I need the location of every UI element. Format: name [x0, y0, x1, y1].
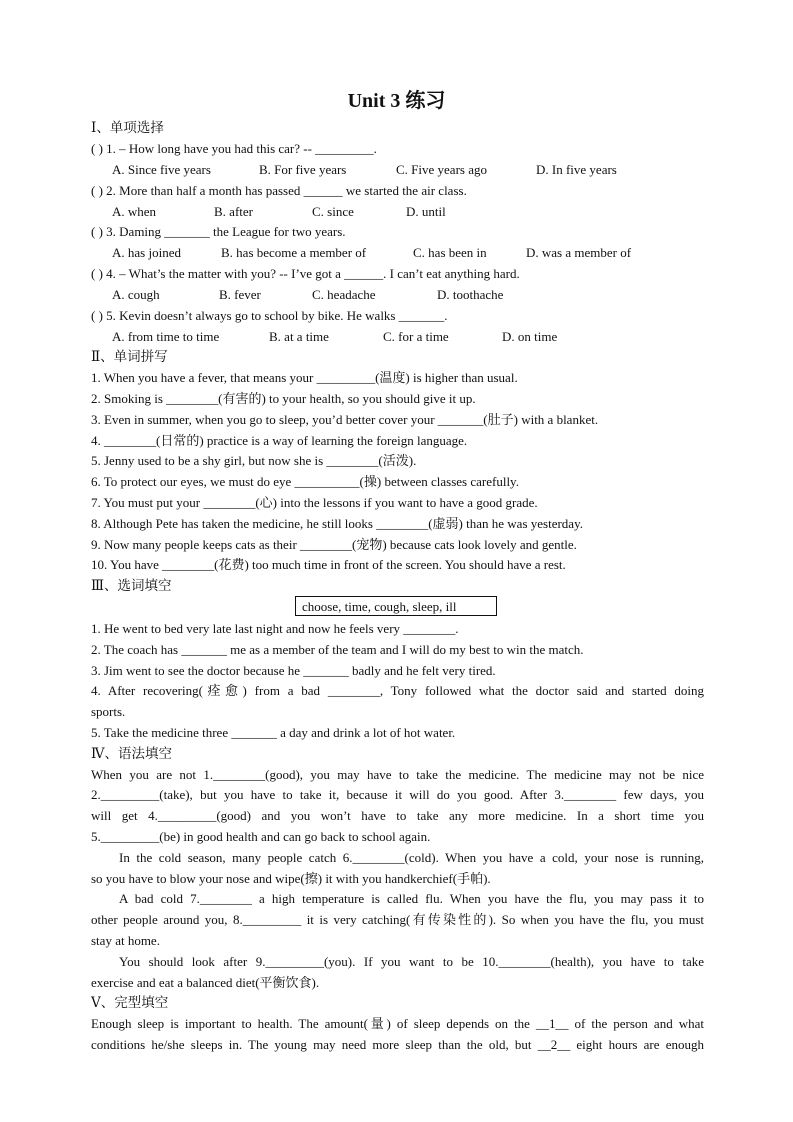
grammar-line-5: In the cold season, many people catch 6.________(cold). When you have a cold, your nose is running,: [119, 850, 704, 865]
spelling-item-6: 6. To protect our eyes, we must do eye __________(操) between classes carefully.: [91, 474, 519, 489]
q2-option-b: B. after: [214, 204, 253, 219]
q4-option-a: A. cough: [112, 287, 160, 302]
fill-item-5: 5. Take the medicine three _______ a day and drink a lot of hot water.: [91, 725, 456, 740]
grammar-line-8: other people around you, 8._________ it is very catching(有传染性的). So when you have the flu, you must: [91, 912, 704, 927]
section-1-heading: Ⅰ、单项选择: [91, 120, 164, 135]
q3-option-a: A. has joined: [112, 245, 181, 260]
q3-option-b: B. has become a member of: [221, 245, 367, 260]
grammar-line-11: exercise and eat a balanced diet(平衡饮食).: [91, 975, 320, 990]
q1-option-d: D. In five years: [536, 162, 617, 177]
grammar-line-2: 2._________(take), but you have to take it, because it will do you good. After 3.________ few days, you: [91, 787, 704, 802]
fill-item-4-continued: sports.: [91, 704, 126, 719]
fill-item-4: 4. After recovering(痊愈) from a bad ________, Tony followed what the doctor said and started doing: [91, 683, 704, 698]
grammar-line-4: 5._________(be) in good health and can go back to school again.: [91, 829, 431, 844]
q2-stem: ( ) 2. More than half a month has passed ______ we started the air class.: [91, 183, 467, 198]
fill-item-3: 3. Jim went to see the doctor because he _______ badly and he felt very tired.: [91, 663, 496, 678]
q5-option-a: A. from time to time: [112, 329, 220, 344]
q5-stem: ( ) 5. Kevin doesn’t always go to school by bike. He walks _______.: [91, 308, 448, 323]
grammar-line-1: When you are not 1.________(good), you may have to take the medicine. The medicine may not be nice: [91, 767, 704, 782]
spelling-item-8: 8. Although Pete has taken the medicine, he still looks ________(虚弱) than he was yesterday.: [91, 516, 583, 531]
fill-item-2: 2. The coach has _______ me as a member of the team and I will do my best to win the match.: [91, 642, 584, 657]
q4-stem: ( ) 4. – What’s the matter with you? -- I’ve got a ______. I can’t eat anything hard.: [91, 266, 520, 281]
grammar-line-10: You should look after 9._________(you). If you want to be 10.________(health), you have to take: [119, 954, 704, 969]
q3-stem: ( ) 3. Daming _______ the League for two years.: [91, 224, 346, 239]
q4-option-d: D. toothache: [437, 287, 504, 302]
spelling-item-2: 2. Smoking is ________(有害的) to your health, so you should give it up.: [91, 391, 476, 406]
q2-option-d: D. until: [406, 204, 446, 219]
spelling-item-7: 7. You must put your ________(心) into the lessons if you want to have a good grade.: [91, 495, 538, 510]
q1-stem: ( ) 1. – How long have you had this car? -- _________.: [91, 141, 377, 156]
q3-option-d: D. was a member of: [526, 245, 632, 260]
spelling-item-10: 10. You have ________(花费) too much time in front of the screen. You should have a rest.: [91, 557, 566, 572]
spelling-item-4: 4. ________(日常的) practice is a way of learning the foreign language.: [91, 433, 468, 448]
spelling-item-3: 3. Even in summer, when you go to sleep, you’d better cover your _______(肚子) with a blanket.: [91, 412, 599, 427]
fill-item-1: 1. He went to bed very late last night and now he feels very ________.: [91, 621, 459, 636]
q5-option-d: D. on time: [502, 329, 558, 344]
page-title: Unit 3 练习: [347, 90, 446, 112]
word-box: choose, time, cough, sleep, ill: [295, 596, 497, 616]
section-4-heading: Ⅳ、语法填空: [91, 746, 172, 761]
q1-option-b: B. For five years: [259, 162, 347, 177]
grammar-line-3: will get 4._________(good) and you won’t have to take any more medicine. In a short time you: [91, 808, 704, 823]
grammar-line-9: stay at home.: [91, 933, 160, 948]
cloze-line-1: Enough sleep is important to health. The amount(量) of sleep depends on the __1__ of the person and what: [91, 1016, 704, 1031]
q1-option-a: A. Since five years: [112, 162, 211, 177]
spelling-item-5: 5. Jenny used to be a shy girl, but now she is ________(活泼).: [91, 453, 417, 468]
grammar-line-7: A bad cold 7.________ a high temperature is called flu. When you have the flu, you may pass it to: [119, 891, 704, 906]
cloze-line-2: conditions he/she sleeps in. The young may need more sleep than the old, but __2__ eight hours are enough: [91, 1037, 704, 1052]
q1-option-c: C. Five years ago: [396, 162, 487, 177]
section-3-heading: Ⅲ、选词填空: [91, 578, 172, 593]
q4-option-c: C. headache: [312, 287, 376, 302]
spelling-item-9: 9. Now many people keeps cats as their ________(宠物) because cats look lovely and gentle.: [91, 537, 577, 552]
grammar-line-6: so you have to blow your nose and wipe(擦) it with you handkerchief(手帕).: [91, 871, 491, 886]
q2-option-a: A. when: [112, 204, 157, 219]
q4-option-b: B. fever: [219, 287, 261, 302]
section-5-heading: Ⅴ、完型填空: [91, 995, 169, 1010]
section-2-heading: Ⅱ、单词拼写: [91, 349, 168, 364]
spelling-item-1: 1. When you have a fever, that means your _________(温度) is higher than usual.: [91, 370, 518, 385]
q5-option-c: C. for a time: [383, 329, 449, 344]
q5-option-b: B. at a time: [269, 329, 329, 344]
q2-option-c: C. since: [312, 204, 354, 219]
q3-option-c: C. has been in: [413, 245, 487, 260]
